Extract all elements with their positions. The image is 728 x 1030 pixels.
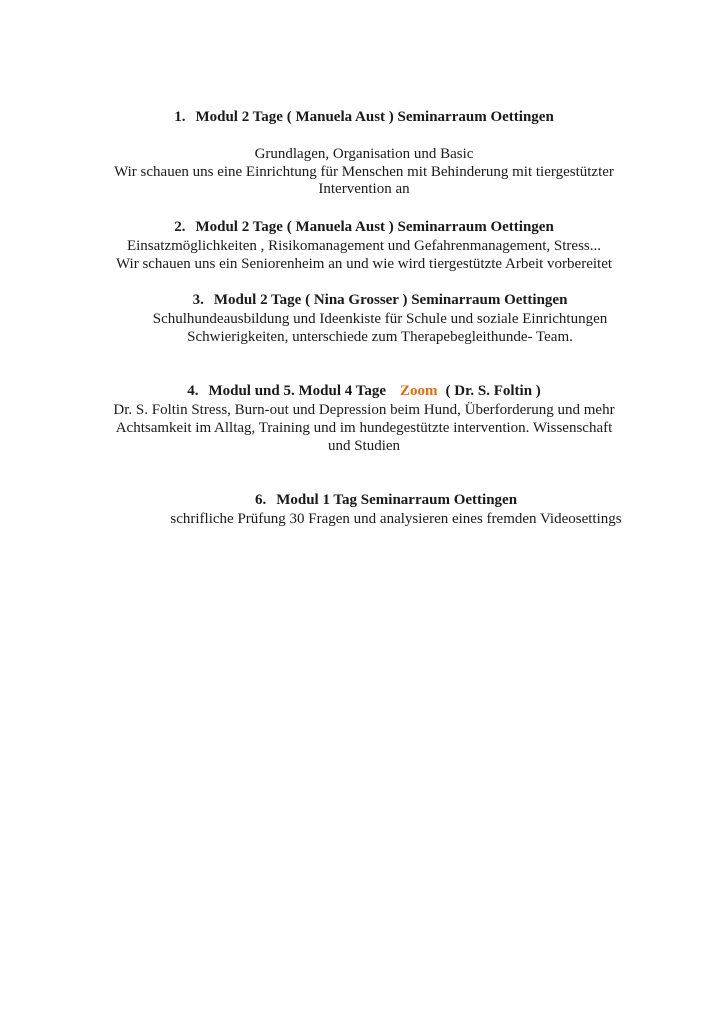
module-4-number: 4. (187, 383, 199, 399)
module-2-title: Modul 2 Tage ( Manuela Aust ) Seminarraum Oettingen (195, 219, 554, 235)
module-1-line-2: Wir schauen uns eine Einrichtung für Menschen mit Behinderung mit tiergestützter (114, 164, 614, 180)
module-4-heading (0, 382, 728, 400)
module-3-line-2: Schwierigkeiten, unterschiede zum Therapebegleithunde- Team. (187, 329, 573, 345)
module-6-heading (22, 491, 728, 509)
module-2-line-2: Wir schauen uns ein Seniorenheim an und wie wird tiergestützte Arbeit vorbereitet (115, 256, 613, 272)
module-6-number: 6. (254, 492, 267, 508)
module-6-title: Modul 1 Tag Seminarraum Oettingen (276, 492, 518, 508)
module-1-line-1: Grundlagen, Organisation und Basic (254, 146, 474, 162)
module-4-title: Modul und 5. Modul 4 Tage (208, 383, 387, 399)
module-1-number: 1. (174, 109, 186, 125)
module-3-heading (16, 291, 728, 309)
module-2-line-1: Einsatzmöglichkeiten , Risikomanagement und Gefahrenmanagement, Stress... (126, 238, 602, 254)
module-1-line-3: Intervention an (318, 181, 410, 197)
module-1-heading (0, 108, 728, 126)
module-4-line-2: Achtsamkeit im Alltag, Training und im hundegestützte intervention. Wissenschaft (115, 420, 613, 436)
module-3-number: 3. (192, 292, 204, 308)
module-4-line-1: Dr. S. Foltin Stress, Burn-out und Depression beim Hund, Überforderung und mehr (113, 402, 615, 418)
module-3-title: Modul 2 Tage ( Nina Grosser ) Seminarraum Oettingen (213, 292, 568, 308)
module-1-title: Modul 2 Tage ( Manuela Aust ) Seminarraum Oettingen (195, 109, 554, 125)
module-2-number: 2. (174, 219, 186, 235)
module-4-lecturer: ( Dr. S. Foltin ) (445, 383, 541, 399)
module-6-line-1: schrifliche Prüfung 30 Fragen und analysieren eines fremden Videosettings (170, 511, 622, 527)
zoom-label: Zoom (400, 383, 438, 399)
module-3-line-1: Schulhundeausbildung und Ideenkiste für Schule und soziale Einrichtungen (152, 311, 608, 327)
module-2-heading (0, 218, 728, 236)
module-4-line-3: und Studien (327, 438, 401, 454)
